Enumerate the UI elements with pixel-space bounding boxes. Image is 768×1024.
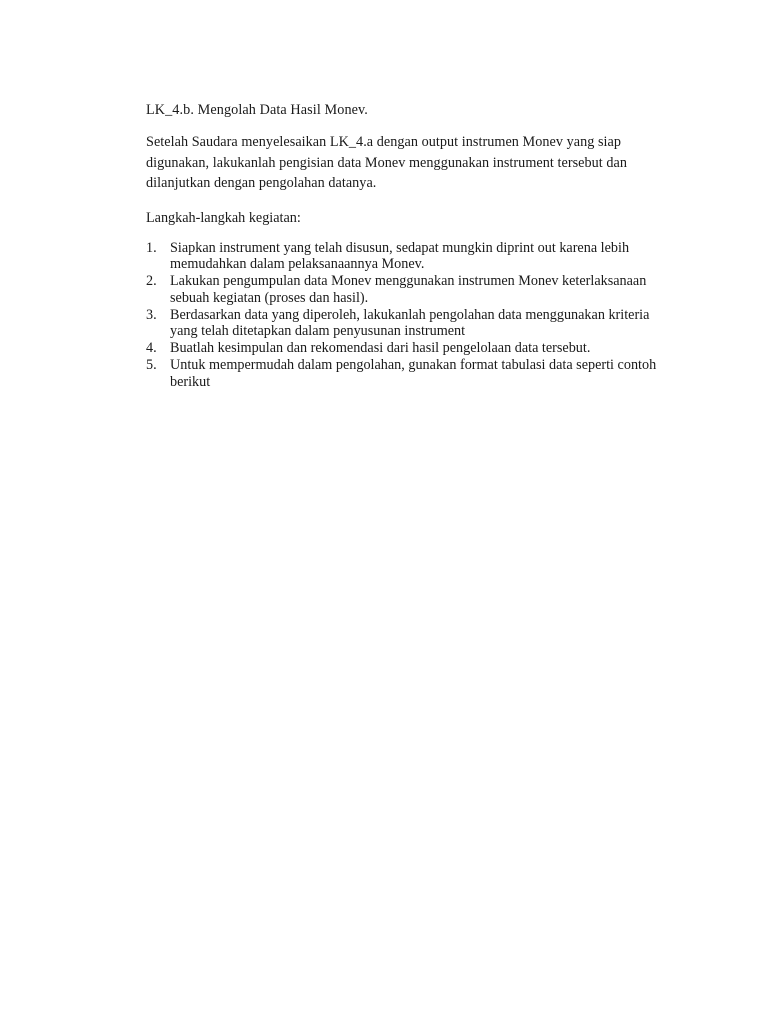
step-item <box>146 307 666 341</box>
step-number: 3. <box>146 306 157 323</box>
steps-list <box>146 240 666 391</box>
step-item <box>146 273 666 307</box>
document-title: LK_4.b. Mengolah Data Hasil Monev. <box>146 102 368 118</box>
step-number: 2. <box>146 273 157 290</box>
step-number: 4. <box>146 340 157 357</box>
step-text: Buatlah kesimpulan dan rekomendasi dari hasil pengelolaan data tersebut. <box>170 340 591 357</box>
step-text: Untuk mempermudah dalam pengolahan, gunakan format tabulasi data seperti contoh berikut <box>170 357 657 390</box>
step-number: 1. <box>146 239 157 256</box>
step-item <box>146 357 666 391</box>
steps-heading: Langkah-langkah kegiatan: <box>146 209 301 226</box>
document-body <box>146 100 666 391</box>
step-text: Berdasarkan data yang diperoleh, lakukanlah pengolahan data menggunakan kriteria yang telah ditetapkan dalam penyusunan instrument <box>170 306 650 340</box>
step-text: Lakukan pengumpulan data Monev menggunakan instrumen Monev keterlaksanaan sebuah kegiatan (proses dan hasil). <box>170 273 647 306</box>
step-item <box>146 240 666 274</box>
step-text: Siapkan instrument yang telah disusun, sedapat mungkin diprint out karena lebih memudahkan dalam pelaksanaannya Monev. <box>170 239 630 273</box>
intro-paragraph: Setelah Saudara menyelesaikan LK_4.a dengan output instrumen Monev yang siap digunakan, lakukanlah pengisian data Monev menggunakan instrument tersebut dan dilanjutkan dengan pengolahan datanya. <box>146 134 628 191</box>
step-item <box>146 340 666 357</box>
step-number: 5. <box>146 357 157 374</box>
